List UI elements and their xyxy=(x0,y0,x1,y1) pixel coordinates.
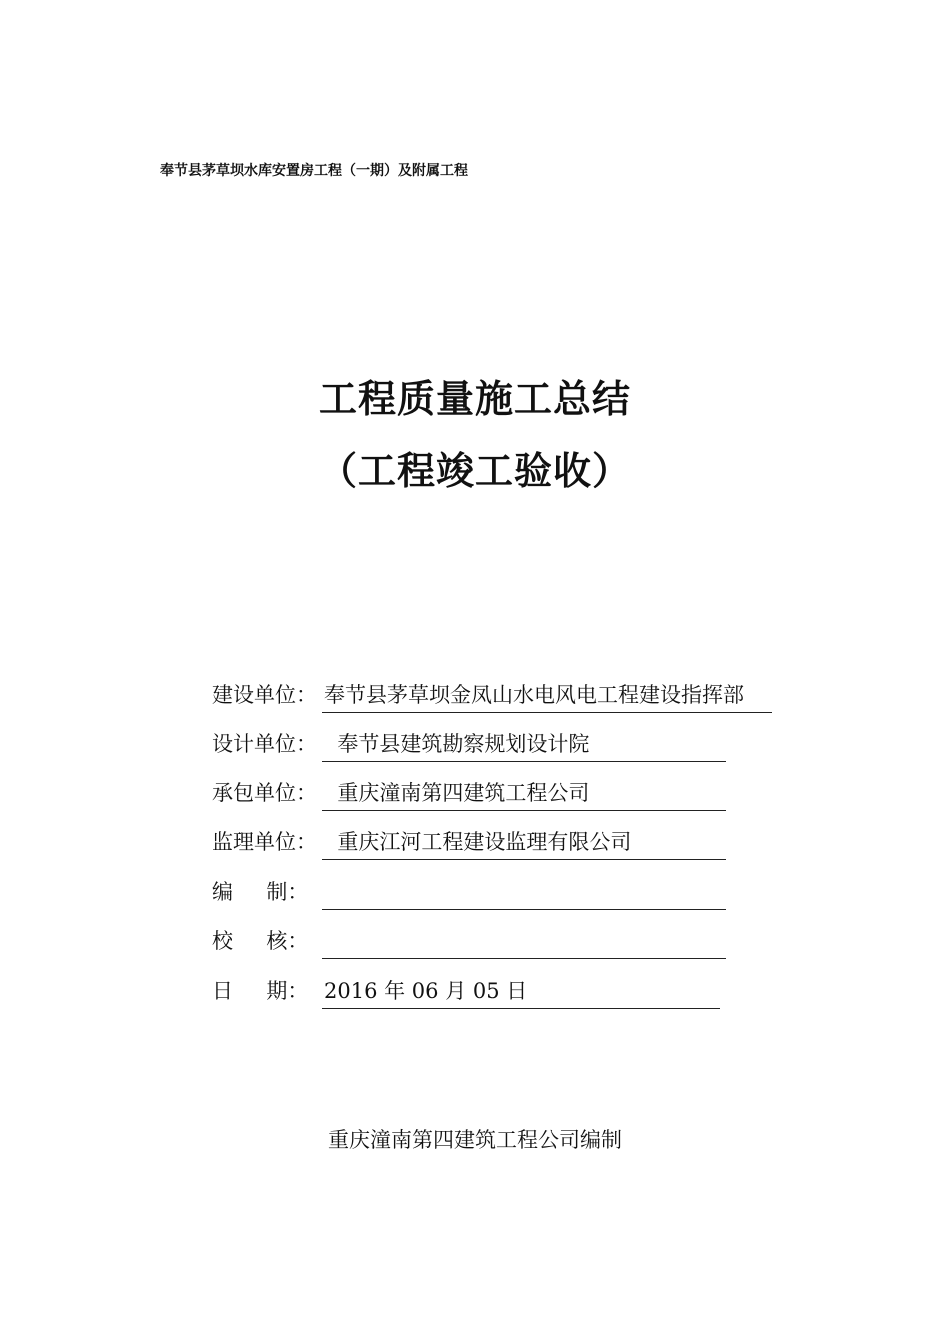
project-name-header: 奉节县茅草坝水库安置房工程（一期）及附属工程 xyxy=(160,163,468,179)
construction-unit-label: 建设单位： xyxy=(212,683,317,707)
construction-unit-value: 奉节县茅草坝金凤山水电风电工程建设指挥部 xyxy=(324,683,744,707)
checked-by-line xyxy=(322,924,726,959)
design-unit-line xyxy=(322,727,726,762)
design-unit-value: 奉节县建筑勘察规划设计院 xyxy=(324,732,590,756)
document-title: 工程质量施工总结 xyxy=(318,377,631,421)
compiled-by-label: 编 制： xyxy=(212,880,309,904)
footer-compiler-company: 重庆潼南第四建筑工程公司编制 xyxy=(328,1128,622,1152)
date-value: 2016 年 06 月 05 日 xyxy=(324,979,528,1003)
supervision-unit-value: 重庆江河工程建设监理有限公司 xyxy=(324,830,632,854)
contractor-unit-value: 重庆潼南第四建筑工程公司 xyxy=(324,781,590,805)
date-line xyxy=(322,974,720,1009)
compiled-by-line xyxy=(322,875,726,910)
supervision-unit-label: 监理单位： xyxy=(212,830,317,854)
date-label: 日 期： xyxy=(212,979,309,1003)
contractor-unit-label: 承包单位： xyxy=(212,781,317,805)
checked-by-label: 校 核： xyxy=(212,929,309,953)
contractor-unit-line xyxy=(322,776,726,811)
design-unit-label: 设计单位： xyxy=(212,732,317,756)
supervision-unit-line xyxy=(322,825,726,860)
construction-unit-line xyxy=(322,678,772,713)
document-subtitle: （工程竣工验收） xyxy=(318,449,631,493)
